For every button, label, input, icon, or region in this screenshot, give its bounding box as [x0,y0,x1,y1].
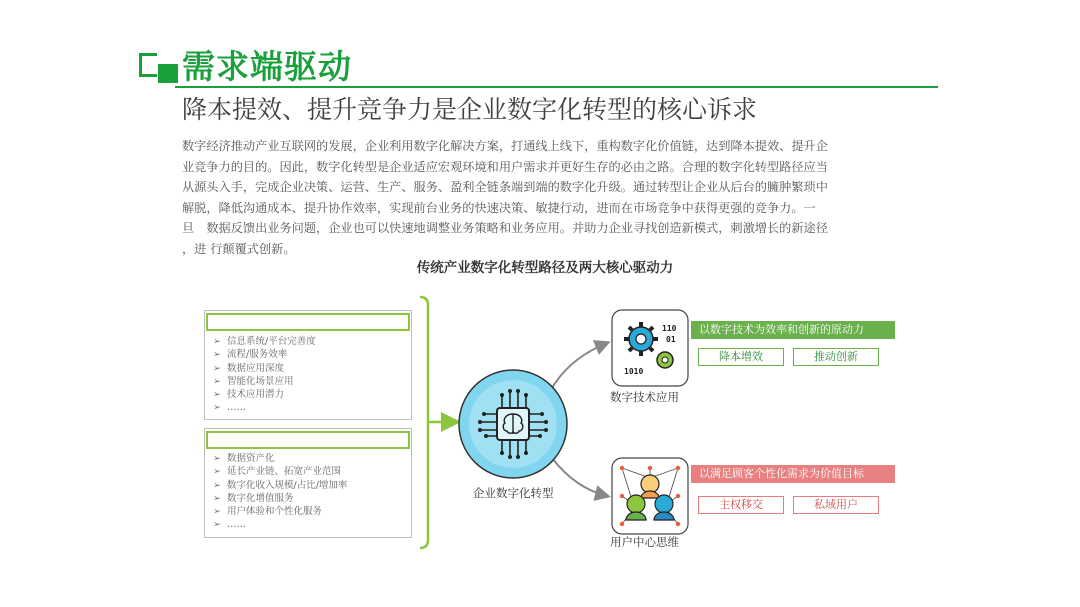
list-item-label: 数字化增值服务 [227,492,294,504]
bullet-arrow-icon: ➢ [213,402,221,414]
bullet-arrow-icon: ➢ [213,466,221,478]
center-label: 企业数字化转型 [473,486,554,500]
paragraph-line: 数字经济推动产业互联网的发展，企业利用数字化解决方案，打通线上线下，重构数字化价值链，达到降本提效、提升企 [182,139,828,153]
user-pill: 私域用户 [793,496,879,514]
user-link-arrow [552,458,607,496]
tech-banner: 以数字技术为效率和创新的原动力 [691,321,895,339]
list-item-label: 流程/服务效率 [227,349,288,361]
grouping-bracket [420,297,428,548]
figure-title: 传统产业数字化转型路径及两大核心驱动力 [416,260,674,276]
bullet-arrow-icon: ➢ [213,362,221,374]
bullet-arrow-icon: ➢ [213,375,221,387]
svg-text:1010: 1010 [624,367,644,376]
list-item-label: 数据应用深度 [227,362,285,374]
user-banner: 以满足顾客个性化需求为价值目标 [691,465,895,483]
bullet-arrow-icon: ➢ [213,492,221,504]
paragraph-line: 从源头入手，完成企业决策、运营、生产、服务、盈利全链条端到端的数字化升级。通过转型让企业从后台的臃肿繁琐中 [182,180,828,194]
bullet-arrow-icon: ➢ [213,506,221,518]
list-item-label: 数据资产化 [227,453,275,464]
tech-pill: 降本增效 [698,348,784,366]
tech-caption: 数字技术应用 [610,390,679,404]
bullet-arrow-icon: ➢ [213,519,221,531]
svg-text:110: 110 [662,324,677,333]
list-item-label: 用户体验和个性化服务 [227,506,323,518]
paragraph-line: 解脱，降低沟通成本、提升协作效率，实现前台业务的快速决策、敏捷行动，进而在市场竞争中获得更强的竞争力。一 [182,200,816,215]
svg-text:01: 01 [666,335,676,344]
page-title: 需求端驱动 [182,47,352,86]
gears-binary-icon [612,310,688,386]
bullet-arrow-icon: ➢ [213,479,221,491]
bullet-arrow-icon: ➢ [213,453,221,464]
list-item-label: …… [227,519,246,531]
list-item-label: 延长产业链、拓宽产业范围 [227,466,342,478]
bullet-arrow-icon: ➢ [213,349,221,361]
list-item-label: 技术应用潜力 [227,389,285,401]
user-caption: 用户中心思维 [610,535,679,549]
list-item-label: 信息系统/平台完善度 [227,336,316,347]
user-pill: 主权移交 [698,496,784,514]
bullet-arrow-icon: ➢ [213,389,221,401]
page-subtitle: 降本提效、提升竞争力是企业数字化转型的核心诉求 [182,95,758,124]
tech-link-arrow [552,343,607,388]
list-item-label: …… [227,402,246,414]
paragraph-line: 旦 数据反馈出业务问题，企业也可以快速地调整业务策略和业务应用。并助力企业寻找创造新模式，刺激增长的新途径 [182,221,828,235]
bullet-arrow-icon: ➢ [213,336,221,347]
paragraph-line: 业竞争力的目的。因此，数字化转型是企业适应宏观环境和用户需求并更好生存的必由之路。合理的数字化转型路径应当 [182,159,828,174]
tech-pill: 推动创新 [793,348,879,366]
brain-chip-icon [459,370,567,478]
paragraph-line: ，进 行颠覆式创新。 [182,241,296,256]
list-item-label: 数字化收入规模/占比/增加率 [227,479,348,491]
people-network-icon [612,458,688,534]
list-item-label: 智能化场景应用 [227,375,294,387]
